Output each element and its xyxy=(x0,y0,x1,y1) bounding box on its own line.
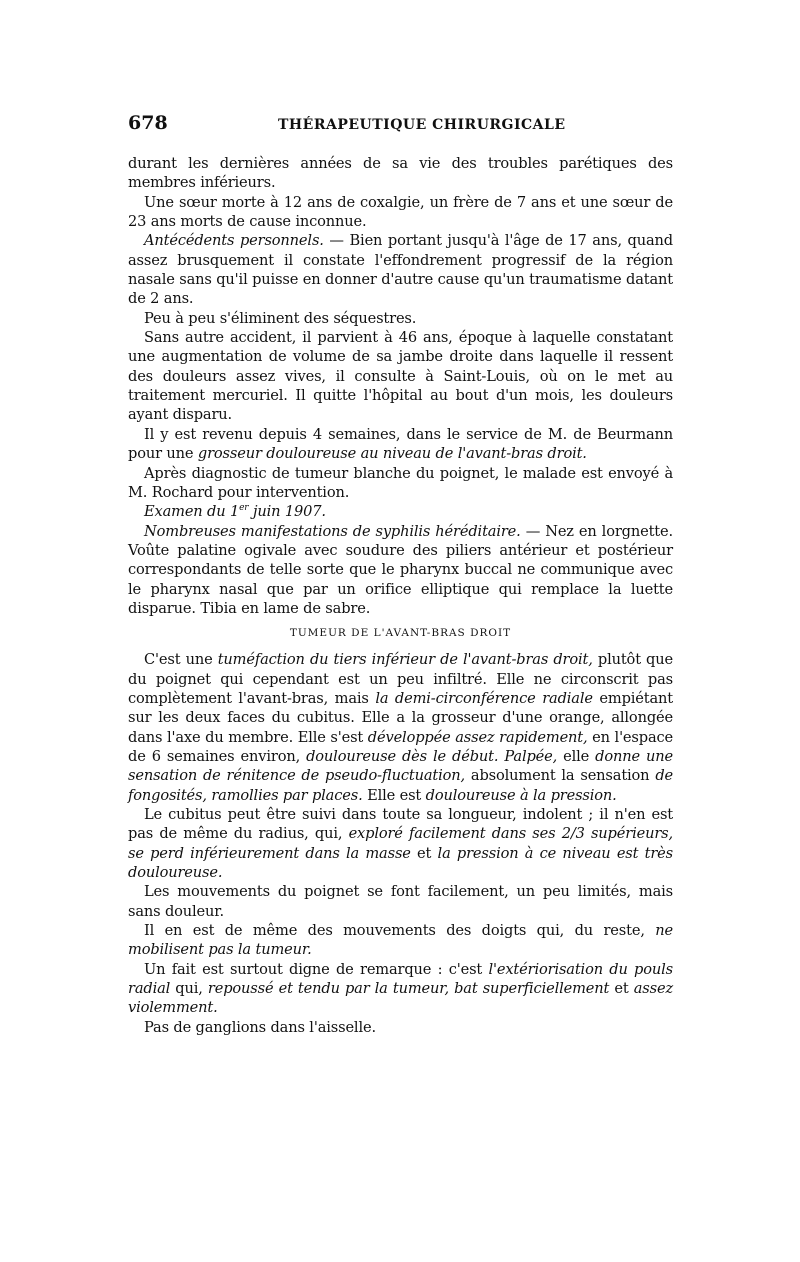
paragraph-leg: Sans autre accident, il parvient à 46 ans, époque à laquelle constatant une augmentation de volume de sa jambe droite dans laquelle il ressent des douleurs assez vives, il consulte à Saint-Louis, où on le met au traitement mercuriel. Il quitte l'hôpital au bout d'un mois, les douleurs ayant disparu. xyxy=(128,329,673,424)
emphasis-run: donne une sensation de rénitence de pseudo-fluctuation, xyxy=(128,747,673,785)
emphasis-run: douloureuse à la pression. xyxy=(425,786,617,804)
text-run: et xyxy=(609,980,634,998)
emphasis-run: l'extériorisation du pouls radial xyxy=(128,960,673,998)
emphasis-run: ne mobilisent pas la tumeur. xyxy=(128,922,673,959)
paragraph-radial-pulse xyxy=(128,960,673,1018)
paragraph-ganglions: Pas de ganglions dans l'aisselle. xyxy=(144,1018,376,1036)
text-run: qui, xyxy=(170,980,208,998)
exam-date xyxy=(144,503,326,520)
running-title: THÉRAPEUTIQUE CHIRURGICALE xyxy=(278,117,566,133)
exam-date-b: juin 1907. xyxy=(248,503,326,521)
emphasis-run: tuméfaction du tiers inférieur de l'avant-bras droit, xyxy=(217,651,593,669)
return-emphasis: grosseur douloureuse au niveau de l'avant-bras droit. xyxy=(197,445,587,463)
book-page xyxy=(128,112,673,1037)
syphilis-text: — Nez en lorgnette. Voûte palatine ogivale avec soudure des piliers antérieur et postérieur correspondants de telle sorte que le pharynx buccal ne communique avec le pharynx nasal que par un orifice elliptique qui remplace la luette disparue. Tibia en lame de sabre. xyxy=(128,522,673,617)
text-run: empiétant sur les deux faces du cubitus. Elle a la grosseur d'une orange, allongée dans l'axe du membre. Elle s'est xyxy=(128,689,673,746)
emphasis-run: assez violemment. xyxy=(128,980,673,1017)
paragraph-tumefaction xyxy=(128,650,673,805)
paragraph-exam-date xyxy=(128,502,673,521)
section-heading: TUMEUR DE L'AVANT-BRAS DROIT xyxy=(289,627,512,640)
lead-personal-history: Antécédents personnels. xyxy=(144,232,324,250)
text-run: Il en est de même des mouvements des doigts qui, du reste, xyxy=(144,922,656,940)
text-run: et xyxy=(410,844,438,862)
emphasis-run: douloureuse dès le début. Palpée, xyxy=(306,747,558,765)
page-number: 678 xyxy=(128,112,168,134)
paragraph-personal-history xyxy=(128,231,673,308)
exam-date-a: Examen du 1 xyxy=(144,503,240,521)
lead-syphilis: Nombreuses manifestations de syphilis héréditaire. xyxy=(144,522,521,540)
paragraph-family-history: Une sœur morte à 12 ans de coxalgie, un frère de 7 ans et une sœur de 23 ans morts de cause inconnue. xyxy=(128,193,673,231)
emphasis-run: la pression à ce niveau est très douloureuse. xyxy=(128,844,674,882)
paragraph-diagnosis: Après diagnostic de tumeur blanche du poignet, le malade est envoyé à M. Rochard pour intervention. xyxy=(128,464,673,501)
text-run: en l'espace de 6 semaines environ, xyxy=(128,728,674,765)
return-text: Il y est revenu depuis 4 semaines, dans le service de M. de Beurmann pour une xyxy=(128,425,673,463)
text-run: Le cubitus peut être suivi dans toute sa longueur, indolent ; il n'en est pas de même du radius, qui, xyxy=(128,806,673,843)
paragraph-sequestra: Peu à peu s'éliminent des séquestres. xyxy=(144,309,417,327)
page-header xyxy=(128,112,673,146)
text-run: Elle est xyxy=(362,786,426,804)
paragraph-wrist-movements: Les mouvements du poignet se font facilement, un peu limités, mais sans douleur. xyxy=(128,883,673,920)
text-run: absolument la sensation xyxy=(465,767,656,785)
emphasis-run: la demi-circonférence radiale xyxy=(375,689,593,707)
personal-history-text: — Bien portant jusqu'à l'âge de 17 ans, quand assez brusquement il constate l'effondrement progressif de la région nasale sans qu'il puisse en donner d'autre cause qu'un traumatisme datant de 2 ans. xyxy=(128,232,673,308)
paragraph-continuation: durant les dernières années de sa vie des troubles parétiques des membres inférieurs. xyxy=(128,155,673,192)
paragraph-cubitus xyxy=(128,805,673,882)
paragraph-syphilis xyxy=(128,522,673,619)
text-run: elle xyxy=(557,747,596,765)
emphasis-run: de fongosités, ramollies par places. xyxy=(128,767,673,804)
emphasis-run: développée assez rapidement, xyxy=(367,728,588,746)
paragraph-finger-movements xyxy=(128,921,673,960)
text-run: plutôt que du poignet qui cependant est un peu infiltré. Elle ne circonscrit pas complètement l'avant-bras, mais xyxy=(128,651,673,707)
emphasis-run: exploré facilement dans ses 2/3 supérieurs, se perd inférieurement dans la masse xyxy=(128,825,673,862)
text-run: Un fait est surtout digne de remarque : c'est xyxy=(144,960,489,978)
emphasis-run: repoussé et tendu par la tumeur, bat superficiellement xyxy=(207,980,610,998)
paragraph-return xyxy=(128,425,673,464)
exam-date-sup: er xyxy=(239,503,249,514)
text-run: C'est une xyxy=(144,651,218,669)
